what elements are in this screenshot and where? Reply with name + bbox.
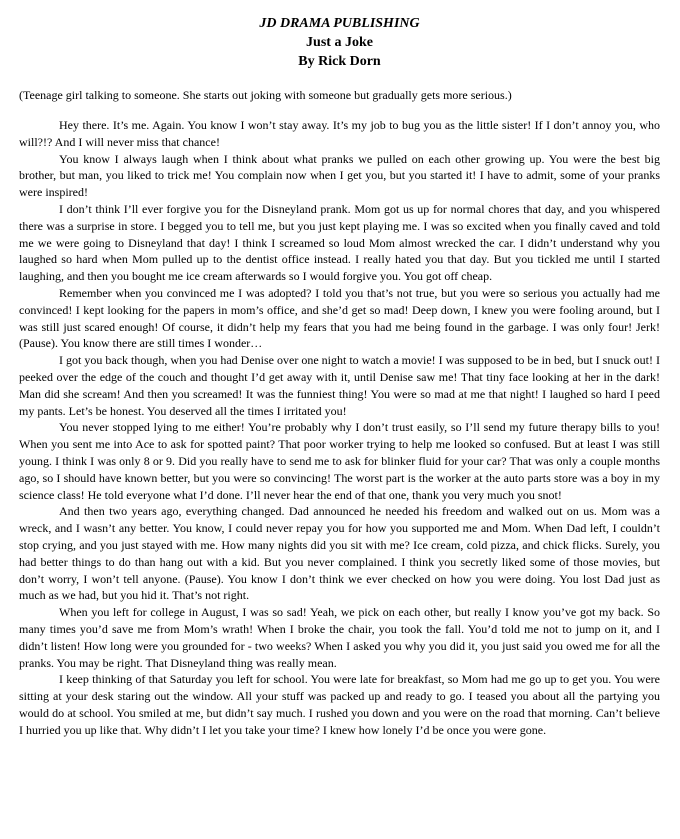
paragraph: I keep thinking of that Saturday you left for school. You were late for breakfast, so Mom had me go up to get you. You were sitting at your desk staring out the window. All your stuff was packed up and ready to go. I teased you about all the partying you would do at school. You smiled at me, but didn’t say much. I rushed you down and you were on the road that morning. Can’t believe I hurried you up like that. Why didn’t I let you take your time? I knew how lonely I’d be once you were gone. <box>19 672 660 737</box>
paragraph: When you left for college in August, I was so sad! Yeah, we pick on each other, but really I know you’ve got my back. So many times you’d save me from Mom’s wrath! When I broke the chair, you took the fall. You’d told me not to jump on it, and I didn’t listen! How long were you grounded for - two weeks? When I asked you why you did it, you just said you owed me for all the pranks. You may be right. That Disneyland thing was really mean. <box>19 605 660 670</box>
paragraph: I don’t think I’ll ever forgive you for the Disneyland prank. Mom got us up for normal chores that day, and you whispered there was a surprise in store. I begged you to tell me, but you just kept playing me. I was so excited when you finally caved and told me we were going to Disneyland that day! I think I screamed so loud Mom almost wrecked the car. I didn’t understand why you laughed so hard when Mom pulled up to the dentist office instead. I really hated you that day. But you tickled me until I started laughing, and then you bought me ice cream afterwards so I would forgive you. You got off cheap. <box>19 201 660 284</box>
paragraph: I got you back though, when you had Denise over one night to watch a movie! I was supposed to be in bed, but I snuck out! I peeked over the edge of the couch and thought I’d get away with it, until Denise saw me! That tiny face looking at her in the dark! Man did she scream! And then you screamed! It was the funniest thing! You were so mad at me that night! I laughed so hard I peed my pants. Let’s be honest. You deserved all the times I irritated you! <box>19 353 660 418</box>
paragraph: You know I always laugh when I think about what pranks we pulled on each other growing up. You were the best big brother, but man, you liked to trick me! You complain now when I get you, but you started it! I have to admit, some of your pranks were inspired! <box>19 151 660 200</box>
paragraph: You never stopped lying to me either! You’re probably why I don’t trust easily, so I’ll send my future therapy bills to you! When you sent me into Ace to ask for spotted paint? That poor worker trying to help me looked so confused. But at least I was still young. I think I was only 8 or 9. Did you really have to send me to ask for blinker fluid for your car? That was only a couple months ago, so I should have known better, but you were so convincing! The worst part is the worker at the auto parts store was a boy in my science class! He told everyone what I’d done. I’ll never hear the end of that one, thank you very much you snot! <box>19 420 660 502</box>
play-title: Just a Joke <box>306 35 373 50</box>
document-header <box>19 14 660 71</box>
paragraph: Hey there. It’s me. Again. You know I won’t stay away. It’s my job to bug you as the little sister! If I don’t annoy you, who will?!? And I will never miss that chance! <box>19 118 660 149</box>
author-byline: By Rick Dorn <box>298 54 381 69</box>
paragraph: And then two years ago, everything changed. Dad announced he needed his freedom and walked out on us. Mom was a wreck, and I wasn’t any better. You know, I could never repay you for how you supported me and Mom. When Dad left, I couldn’t stop crying, and you just stayed with me. How many nights did you sit with me? Ice cream, cold pizza, and chick flicks. Surely, you had better things to do than hang out with a kid. But you never complained. I think you secretly liked some of those movies, but don’t worry, I won’t tell anyone. (Pause). You know I don’t think we ever checked on how you were doing. You lost Dad just as much as we had, but you hid it. That’s not right. <box>19 504 660 603</box>
stage-direction: (Teenage girl talking to someone. She starts out joking with someone but gradually gets more serious.) <box>19 88 512 102</box>
paragraph: Remember when you convinced me I was adopted? I told you that’s not true, but you were so serious you actually had me convinced! I kept looking for the papers in mom’s office, and she’d get so mad! Deep down, I knew you were fooling around, but I was still just scared enough! Of course, it didn’t help my fears that you had me being found in the garbage. I was only four! Jerk! (Pause). You know there are still times I wonder… <box>19 285 660 351</box>
publisher-name: JD DRAMA PUBLISHING <box>259 16 420 31</box>
monologue-text <box>19 117 660 738</box>
